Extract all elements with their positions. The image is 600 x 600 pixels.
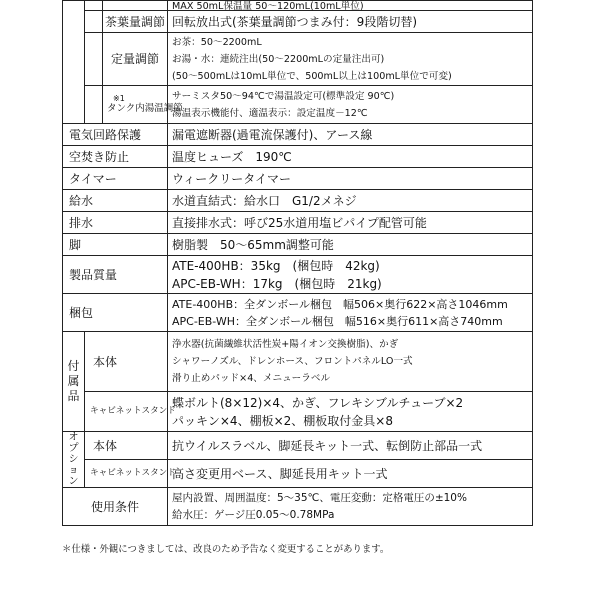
weight-line: APC-EB-WH：17kg (梱包時 21kg) — [172, 276, 382, 291]
row-circuit-protection — [63, 124, 533, 146]
row-weight — [63, 256, 533, 294]
dry-heating-value: 温度ヒューズ 190℃ — [168, 146, 533, 168]
packing-line: APC-EB-WH：全ダンボール梱包 幅516×奥行611×高さ740mm — [172, 314, 503, 328]
accessories-label-cell — [63, 332, 85, 432]
usage-line: 給水圧：ゲージ圧0.05～0.78MPa — [172, 508, 335, 521]
accessories-main-line: 浄水器(抗菌繊維状活性炭+陽イオン交換樹脂)、かぎ — [172, 339, 399, 350]
accessories-main-line: 滑り止めパッド×4、メニューラベル — [172, 373, 331, 384]
legs-label: 脚 — [63, 234, 168, 256]
row-top-partial — [63, 1, 533, 11]
accessories-char: 品 — [67, 389, 80, 403]
tank-temp-line: 湯温表示機能付、適温表示：設定温度－12℃ — [172, 107, 368, 119]
spec-table — [62, 0, 533, 526]
footnote-mark: ※1 — [113, 94, 125, 103]
options-char: オ — [68, 432, 79, 443]
row-tea-amount — [63, 11, 533, 33]
options-stand-label: キャビネットスタンド — [85, 460, 168, 488]
drainage-label: 排水 — [63, 212, 168, 234]
row-drainage — [63, 212, 533, 234]
timer-label: タイマー — [63, 168, 168, 190]
packing-line: ATE-400HB：全ダンボール梱包 幅506×奥行622×高さ1046mm — [172, 297, 508, 311]
row-water-supply — [63, 190, 533, 212]
fixed-amount-value — [168, 33, 533, 86]
row-options-stand — [63, 460, 533, 488]
spec-footnote: ＊仕様・外観につきましては、改良のため予告なく変更することがあります。 — [62, 544, 390, 555]
accessories-stand-value — [168, 392, 533, 432]
accessories-stand-line: パッキン×4、棚板×2、棚板取付金具×8 — [172, 413, 393, 428]
tank-temp-label-cell — [103, 86, 183, 124]
legs-value: 樹脂製 50～65mm調整可能 — [168, 234, 533, 256]
row-packing — [63, 294, 533, 332]
dry-heating-label: 空焚き防止 — [63, 146, 168, 168]
accessories-stand-label: キャビネットスタンド — [85, 392, 168, 432]
row-options-main — [63, 432, 533, 460]
fixed-amount-label: 定量調節 — [103, 33, 168, 86]
drainage-value: 直接排水式：呼び25水道用塩ビパイプ配管可能 — [168, 212, 533, 234]
circuit-protection-label: 電気回路保護 — [63, 124, 168, 146]
tea-amount-label: 茶葉量調節 — [103, 11, 168, 33]
tank-temp-value — [168, 86, 533, 124]
usage-value — [168, 488, 533, 526]
options-main-label: 本体 — [85, 432, 168, 460]
row-accessories-stand — [63, 392, 533, 432]
options-label-cell — [63, 432, 85, 488]
weight-label: 製品質量 — [63, 256, 168, 294]
tea-amount-value: 回転放出式(茶葉量調節つまみ付：9段階切替) — [168, 11, 533, 33]
circuit-protection-value: 漏電遮断器(過電流保護付)、アース線 — [168, 124, 533, 146]
row-usage — [63, 488, 533, 526]
accessories-main-line: シャワーノズル、ドレンホース、フロントパネルLO一式 — [172, 356, 413, 367]
accessories-char: 付 — [67, 359, 80, 373]
tank-temp-label: タンク内湯温調節 — [107, 103, 183, 114]
accessories-main-label: 本体 — [85, 332, 168, 392]
weight-value — [168, 256, 533, 294]
accessories-char: 属 — [67, 374, 80, 388]
weight-line: ATE-400HB：35kg (梱包時 42kg) — [172, 258, 380, 273]
options-stand-value: 高さ変更用ベース、脚延長用キット一式 — [168, 460, 533, 488]
row-legs — [63, 234, 533, 256]
options-char: ン — [68, 476, 79, 487]
row-tank-temp — [63, 86, 533, 124]
options-main-value: 抗ウイルスラベル、脚延長キット一式、転倒防止部品一式 — [168, 432, 533, 460]
options-char: プ — [68, 443, 79, 454]
water-supply-label: 給水 — [63, 190, 168, 212]
usage-label: 使用条件 — [63, 488, 168, 526]
fixed-amount-line: (50～500mLは10mL単位で、500mL以上は100mL単位で可変) — [172, 70, 452, 82]
fixed-amount-line: お茶：50～2200mL — [172, 36, 262, 48]
top-partial-text: MAX 50mL保温量 50～120mL(10mL単位) — [168, 1, 533, 11]
usage-line: 屋内設置、周囲温度：5～35℃、電圧変動：定格電圧の±10% — [172, 491, 467, 504]
packing-label: 梱包 — [63, 294, 168, 332]
timer-value: ウィークリータイマー — [168, 168, 533, 190]
row-fixed-amount — [63, 33, 533, 86]
accessories-main-value — [168, 332, 533, 392]
fixed-amount-line: お湯・水：連続注出(50～2200mLの定量注出可) — [172, 53, 385, 65]
accessories-stand-line: 蝶ボルト(8×12)×4、かぎ、フレキシブルチューブ×2 — [172, 395, 464, 410]
options-char: ョ — [68, 465, 79, 476]
tank-temp-line: サーミスタ50～94℃で湯温設定可(標準設定 90℃) — [172, 90, 395, 102]
row-dry-heating-prevention — [63, 146, 533, 168]
row-accessories-main — [63, 332, 533, 392]
row-timer — [63, 168, 533, 190]
water-supply-value: 水道直結式：給水口 G1/2メネジ — [168, 190, 533, 212]
left-group-cell — [63, 1, 85, 124]
options-char: シ — [68, 454, 79, 465]
packing-value — [168, 294, 533, 332]
